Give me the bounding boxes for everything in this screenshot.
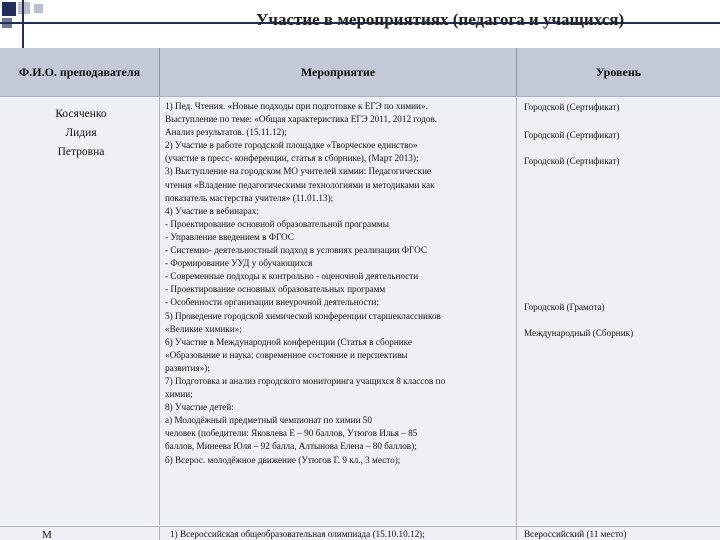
level-item: Международный (Сборник) <box>524 328 634 338</box>
event-line: - Современные подходы к контрольно - оценочной деятельности <box>165 271 419 282</box>
decor-square-4 <box>34 4 43 13</box>
event-line: а) Молодёжный предметный чемпионат по химии 50 <box>165 415 372 426</box>
level-item: Городской (Сертификат) <box>524 102 620 112</box>
cell-teacher-bg <box>0 527 160 540</box>
event-line: 4) Участие в вебинарах: <box>165 205 259 216</box>
event-line: чтения «Владение педагогическими технологиями и методиками как <box>165 179 435 190</box>
event-line: Анализ результатов. (15.11.12); <box>165 127 287 138</box>
teacher-surname: Косяченко <box>55 108 107 120</box>
level-item: Городской (Сертификат) <box>524 156 620 166</box>
event-line: 6) Участие в Международной конференции (Статья в сборнике <box>165 336 412 347</box>
row-separator <box>0 96 720 97</box>
header-event: Мероприятие <box>160 48 517 96</box>
event-line: - Проектирование основных образовательных программ <box>165 284 386 295</box>
header-level: Уровень <box>517 48 720 96</box>
teacher-patronymic: Петровна <box>57 146 105 158</box>
event-line: - Системно- деятельностный подход в условиях реализации ФГОС <box>165 245 427 256</box>
event-line: 8) Участие детей: <box>165 402 234 413</box>
decor-square-1 <box>2 2 16 16</box>
event-line: показатель мастерства учителя» (11.01.13); <box>165 192 334 203</box>
event-line: (участие в пресс- конференции, статья в сборнике), (Март 2013); <box>165 153 419 164</box>
event-line: 2) Участие в работе городской площадке «Творческое единство» <box>165 140 418 151</box>
event-line: 3) Выступление на городском МО учителей химии: Педагогические <box>165 166 432 177</box>
decor-line-vertical <box>22 0 24 48</box>
page-title: Участие в мероприятиях (педагога и учащихся) <box>255 10 625 29</box>
level-item: Городской (Сертификат) <box>524 130 620 140</box>
event-line: - Формирование УУД у обучающихся <box>165 258 313 269</box>
row2-event: 1) Всероссийская общеобразовательная олимпиада (15.10.10.12); <box>170 529 425 539</box>
event-line: развития»); <box>165 362 210 373</box>
event-line: 1) Пед. Чтения. «Новые подходы при подготовке к ЕГЭ по химии». <box>165 101 428 111</box>
event-line: - Проектирование основной образовательной программы <box>165 218 389 229</box>
event-line: - Управление введением в ФГОС <box>165 231 294 242</box>
row2-level: Всероссийский (11 место) <box>524 529 627 539</box>
event-line: б) Всерос. молодёжное движение (Утюгов Г. 9 кл., 3 место); <box>165 454 401 465</box>
teacher-name <box>6 105 156 162</box>
level-item: Городской (Грамота) <box>524 302 605 312</box>
header-teacher: Ф.И.О. преподавателя <box>0 48 160 96</box>
event-line: баллов, Минеева Юля – 92 балла, Алтынова Елена – 80 баллов); <box>165 441 417 452</box>
teacher-first-name: Лидия <box>65 127 97 139</box>
event-line: Выступление по теме: «Общая характеристика ЕГЭ 2011, 2012 годов. <box>165 114 438 125</box>
event-line: человек (победители: Яковлева Е – 90 баллов, Утюгов Илья – 85 <box>165 428 418 439</box>
event-line: «Образование и наука: современное состояние и перспективы <box>165 349 408 360</box>
row2-teacher: М <box>42 529 52 540</box>
event-line: - Особенности организации внеурочной деятельности; <box>165 297 380 308</box>
event-line: 5) Проведение городской химической конференции старшеклассников <box>165 310 441 321</box>
event-line: химии; <box>165 389 193 400</box>
events-list <box>165 100 513 467</box>
event-line: 7) Подготовка и анализ городского мониторинга учащихся 8 классов по <box>165 375 446 386</box>
decor-square-2 <box>18 2 30 14</box>
event-line: «Великие химики»; <box>165 323 242 334</box>
